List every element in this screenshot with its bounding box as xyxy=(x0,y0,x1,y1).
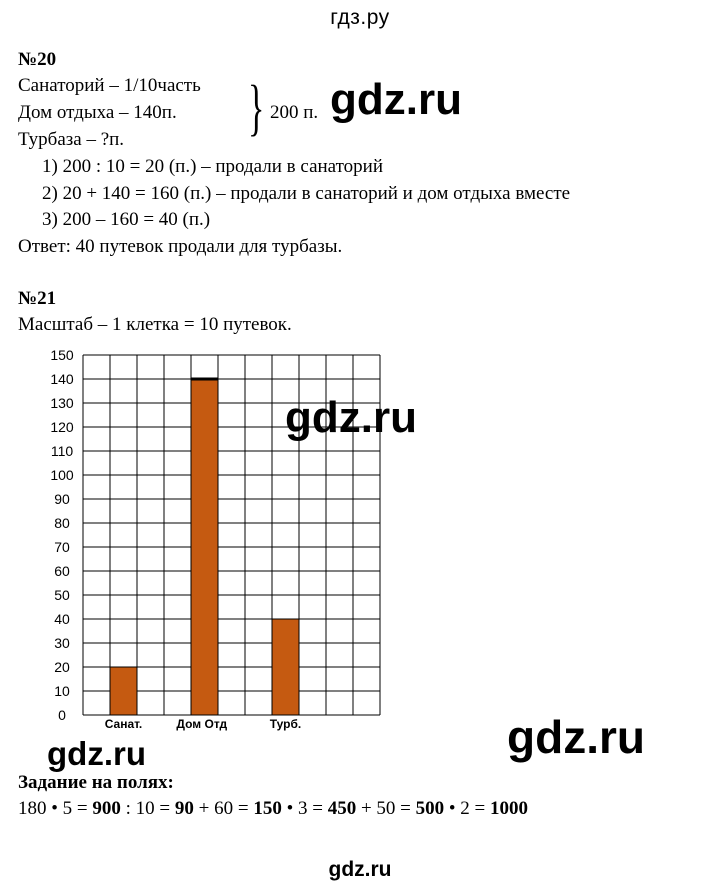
watermark: gdz.ru xyxy=(330,75,462,124)
expression-part: + 50 = xyxy=(356,798,416,819)
bar xyxy=(110,667,137,715)
solution-step-1: 1) 200 : 10 = 20 (п.) – продали в санаторий xyxy=(42,156,383,177)
y-tick-label: 130 xyxy=(50,395,74,411)
expression-result: 150 xyxy=(253,798,282,819)
y-tick-label: 20 xyxy=(54,659,70,675)
given-total: 200 п. xyxy=(270,102,319,123)
given-tourist-base: Турбаза – ?п. xyxy=(18,129,125,150)
y-tick-label: 40 xyxy=(54,611,70,627)
expression-part: • 3 = xyxy=(281,798,328,819)
expression-part: • 2 = xyxy=(444,798,490,819)
watermark: gdz.ru xyxy=(285,393,417,442)
category-label: Санат. xyxy=(104,717,143,731)
y-tick-label: 10 xyxy=(54,683,70,699)
curly-brace: } xyxy=(248,74,265,142)
expression-result: 1000 xyxy=(490,798,528,819)
margin-task-expression xyxy=(18,797,528,821)
bar xyxy=(272,619,299,715)
y-tick-label: 70 xyxy=(54,539,70,555)
y-tick-label: 0 xyxy=(58,707,66,723)
expression-result: 900 xyxy=(92,798,121,819)
expression-result: 450 xyxy=(327,798,357,819)
bar xyxy=(191,379,218,715)
margin-task-title: Задание на полях: xyxy=(18,772,174,793)
y-tick-label: 140 xyxy=(50,371,74,387)
y-tick-label: 90 xyxy=(54,491,70,507)
given-sanatorium: Санаторий – 1/10часть xyxy=(18,75,201,96)
y-tick-label: 100 xyxy=(50,467,74,483)
y-tick-label: 150 xyxy=(50,347,74,363)
y-tick-label: 110 xyxy=(50,443,74,459)
watermark: gdz.ru xyxy=(47,735,146,772)
watermark: gdz.ru xyxy=(507,711,645,763)
expression-part: : 10 = xyxy=(120,798,175,819)
solution-step-2: 2) 20 + 140 = 160 (п.) – продали в санаторий и дом отдыха вместе xyxy=(42,183,571,204)
site-footer: gdz.ru xyxy=(328,858,392,881)
task21-number: №21 xyxy=(18,288,57,309)
expression-result: 90 xyxy=(174,798,194,819)
category-label: Дом Отд xyxy=(176,717,228,731)
answer: Ответ: 40 путевок продали для турбазы. xyxy=(18,236,343,257)
category-label: Турб. xyxy=(269,717,302,731)
y-tick-label: 60 xyxy=(54,563,70,579)
solution-step-3: 3) 200 – 160 = 40 (п.) xyxy=(42,209,211,230)
bar-chart xyxy=(0,340,400,745)
expression-part: + 60 = xyxy=(193,798,254,819)
expression-result: 500 xyxy=(415,798,445,819)
y-tick-label: 120 xyxy=(50,419,74,435)
given-rest-house: Дом отдыха – 140п. xyxy=(18,102,177,123)
expression-part: 180 • 5 = xyxy=(18,798,93,819)
y-tick-label: 30 xyxy=(54,635,70,651)
scale-note: Масштаб – 1 клетка = 10 путевок. xyxy=(18,314,292,335)
site-header: гдз.ру xyxy=(330,6,390,29)
task20-number: №20 xyxy=(18,49,57,70)
y-tick-label: 50 xyxy=(54,587,70,603)
y-tick-label: 80 xyxy=(54,515,70,531)
